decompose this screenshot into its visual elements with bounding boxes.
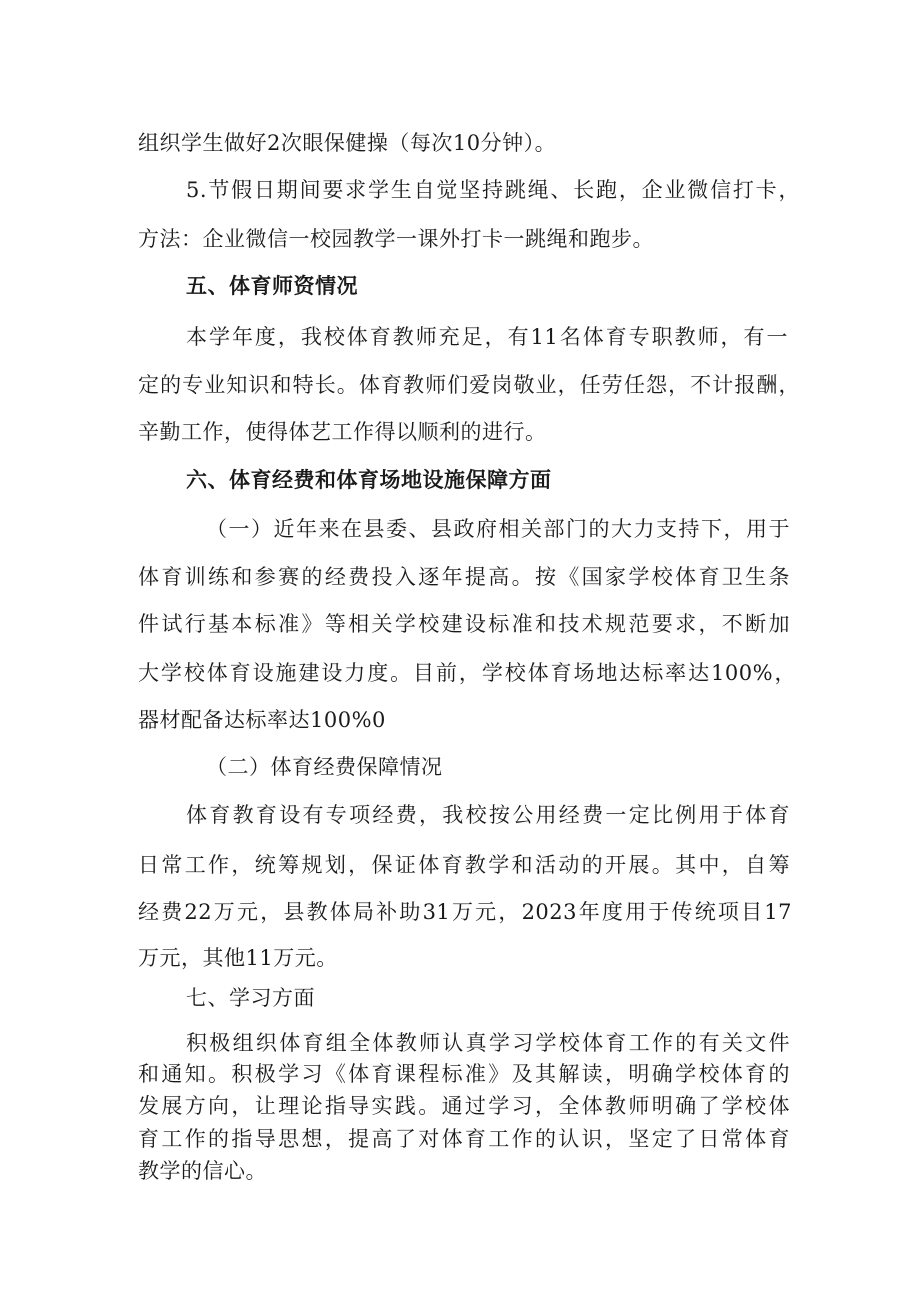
text-line: 积极组织体育组全体教师认真学习学校体育工作的有关文件	[186, 1031, 790, 1055]
text-line: 体育教育设有专项经费，我校按公用经费一定比例用于体育	[186, 803, 790, 827]
text-line: 件试行基本标准》等相关学校建设标准和技术规范要求，不断加	[138, 612, 790, 636]
text-line: 万元，其他11万元。	[138, 946, 338, 970]
text-line: 方法：企业微信一校园教学一课外打卡一跳绳和跑步。	[138, 227, 654, 251]
subsection-heading: （二）体育经费保障情况	[206, 755, 443, 779]
text-line: 发展方向，让理论指导实践。通过学习，全体教师明确了学校体	[138, 1094, 790, 1118]
text-line: 本学年度，我校体育教师充足，有11名体育专职教师，有一	[186, 325, 788, 349]
subsection-heading: 七、学习方面	[186, 986, 315, 1010]
text-line: 经费22万元，县教体局补助31万元，2023年度用于传统项目17	[138, 900, 792, 924]
text-line: 5.节假日期间要求学生自觉坚持跳绳、长跑，企业微信打卡，	[186, 178, 800, 202]
text-line: 大学校体育设施建设力度。目前，学校体育场地达标率达100%，	[138, 661, 796, 685]
section-heading: 五、体育师资情况	[186, 274, 358, 298]
section-heading: 六、体育经费和体育场地设施保障方面	[186, 468, 552, 492]
text-line: 器材配备达标率达100%0	[138, 708, 386, 732]
text-line: 和通知。积极学习《体育课程标准》及其解读，明确学校体育的	[138, 1062, 790, 1086]
text-line: 体育训练和参赛的经费投入逐年提高。按《国家学校体育卫生条	[138, 565, 790, 589]
text-line: （一）近年来在县委、县政府相关部门的大力支持下，用于	[206, 517, 790, 541]
text-line: 育工作的指导思想，提高了对体育工作的认识，坚定了日常体育	[138, 1127, 790, 1151]
text-line: 辛勤工作，使得体艺工作得以顺利的进行。	[138, 420, 547, 444]
text-line: 组织学生做好2次眼保健操（每次10分钟）。	[138, 131, 557, 155]
text-line: 日常工作，统筹规划，保证体育教学和活动的开展。其中，自筹	[138, 853, 790, 877]
text-line: 定的专业知识和特长。体育教师们爱岗敬业，任劳任怨，不计报酬，	[138, 373, 800, 397]
text-line: 教学的信心。	[138, 1159, 267, 1183]
